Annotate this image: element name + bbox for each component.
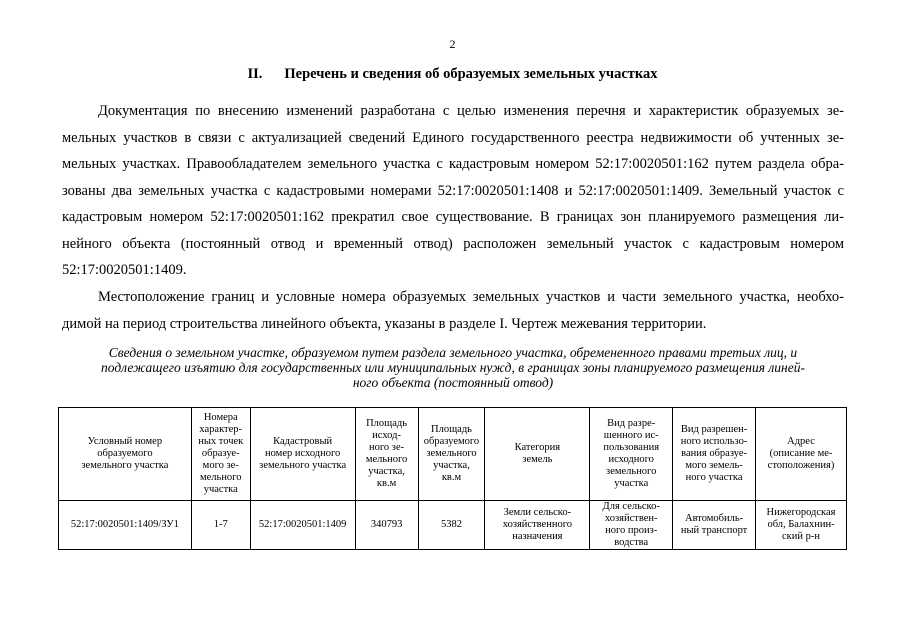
cell-line: ного использо- <box>680 436 748 447</box>
cell-line: стоположения) <box>767 460 835 471</box>
cell-line: Вид разрешен- <box>680 424 748 435</box>
cell-line: Для сельско- <box>602 501 660 512</box>
cell-line: хозяйственного <box>502 519 573 530</box>
paragraph-line: 52:17:0020501:1409. <box>62 262 187 278</box>
section-numeral: II. <box>247 66 263 82</box>
page-number: 2 <box>449 37 456 51</box>
land-plot-table <box>58 407 847 550</box>
cell-line: водства <box>614 537 649 548</box>
cell-line: Нижегородская <box>766 507 836 518</box>
paragraph-line: кадастровым номером 52:17:0020501:162 прекратил свое существование. В границах зон планируемого размещения ли- <box>62 209 844 225</box>
cell-line: 52:17:0020501:1409/ЗУ1 <box>70 519 179 530</box>
section-heading <box>0 66 905 83</box>
cell-line: вания образуе- <box>681 448 748 459</box>
cell-line: назначения <box>512 531 563 542</box>
paragraph-line: Документация по внесению изменений разработана с целью изменения перечня и характеристик образуемых зе- <box>98 103 844 119</box>
cell-line: Номера <box>203 412 238 423</box>
cell-line: ного произ- <box>605 525 658 536</box>
caption-line: Сведения о земельном участке, образуемом путем раздела земельного участка, обремененного правами третьих лиц, и <box>108 345 798 360</box>
header-source-area <box>355 408 418 501</box>
cell-source-permitted-use <box>590 501 673 550</box>
cell-line: исходного <box>608 454 654 465</box>
cell-source-cadastral-number <box>250 501 355 550</box>
header-characteristic-points <box>191 408 250 501</box>
cell-line: земель <box>522 454 553 465</box>
header-land-category <box>485 408 590 501</box>
paragraph-documentation-purpose <box>62 98 844 284</box>
caption-line: ного объекта (постоянный отвод) <box>352 375 554 390</box>
cell-line: мого зе- <box>202 460 239 471</box>
cell-line: 5382 <box>440 519 462 530</box>
header-formed-permitted-use <box>673 408 756 501</box>
cell-address <box>756 501 847 550</box>
cell-line: кв.м <box>376 478 397 489</box>
paragraph-line: зованы два земельных участка с кадастровыми номерами 52:17:0020501:1408 и 52:17:0020501:1409. Земельный участок с <box>62 182 844 199</box>
header-address <box>756 408 847 501</box>
cell-line: (описание ме- <box>769 448 833 459</box>
cell-line: участка, <box>433 460 470 471</box>
paragraph-line: Местоположение границ и условные номера образуемых земельных участков и части земельного участка, необхо- <box>98 289 844 305</box>
cell-line: Категория <box>514 442 561 453</box>
cell-line: мого земель- <box>685 460 743 471</box>
cell-line: образуемого <box>97 448 153 459</box>
paragraph-line: мельных участках. Правообладателем земельного участка с кадастровым номером 52:17:0020501:162 путем раздела обра- <box>62 156 844 172</box>
cell-line: 1-7 <box>213 519 228 530</box>
cell-line: обл, Балахнин- <box>767 519 835 530</box>
cell-line: ного участка <box>685 472 743 483</box>
paragraph-boundaries-location <box>62 284 844 337</box>
cell-line: характер- <box>199 424 243 435</box>
cell-line: мельного <box>365 454 408 465</box>
cell-line: 52:17:0020501:1409 <box>258 519 347 530</box>
cell-conditional-number <box>59 501 192 550</box>
cell-line: образуе- <box>201 448 240 459</box>
section-title: Перечень и сведения об образуемых земельных участках <box>284 66 658 82</box>
cell-characteristic-points <box>191 501 250 550</box>
table-row <box>59 501 847 550</box>
cell-line: шенного ис- <box>603 430 659 441</box>
cell-formed-permitted-use <box>673 501 756 550</box>
cell-line: Вид разре- <box>607 418 656 429</box>
cell-line: участка <box>203 484 238 495</box>
cell-line: участка, <box>368 466 405 477</box>
cell-line: Площадь <box>366 418 408 429</box>
header-source-cadastral-number <box>250 408 355 501</box>
paragraph-line: димой на период строительства линейного объекта, указаны в разделе I. Чертеж межевания территории. <box>62 315 707 332</box>
cell-line: Площадь <box>431 424 472 435</box>
cell-line: хозяйствен- <box>604 513 658 524</box>
cell-line: Адрес <box>787 436 815 447</box>
table-caption <box>62 345 844 390</box>
table-header-row <box>59 408 847 501</box>
cell-line: ский р-н <box>782 531 820 542</box>
paragraph-line: мельных участков в связи с актуализацией сведений Единого государственного реестра недвижимости об учтенных зе- <box>62 129 844 146</box>
cell-formed-area <box>418 501 485 550</box>
cell-line: номер исходного <box>265 448 341 459</box>
cell-land-category <box>485 501 590 550</box>
caption-line: подлежащего изъятию для государственных или муниципальных нужд, в границах зоны планируемого размещения линей- <box>101 360 805 375</box>
cell-line: Кадастровый <box>273 436 333 447</box>
cell-line: 340793 <box>370 519 403 530</box>
cell-line: Земли сельско- <box>503 507 572 518</box>
cell-line: ных точек <box>198 436 244 447</box>
paragraph-line: нейного объекта (постоянный отвод и временный отвод) расположен земельный участок с кадастровым номером <box>62 235 844 252</box>
cell-line: образуемого <box>423 436 480 447</box>
cell-line: пользования <box>603 442 660 453</box>
cell-line: земельного <box>606 466 657 477</box>
cell-line: земельного <box>426 448 477 459</box>
cell-line: ного зе- <box>369 442 405 453</box>
cell-line: мельного <box>199 472 242 483</box>
cell-line: Автомобиль- <box>684 513 744 524</box>
cell-line: земельного участка <box>81 460 169 471</box>
header-formed-area <box>418 408 485 501</box>
cell-line: Условный номер <box>87 436 163 447</box>
header-conditional-number <box>59 408 192 501</box>
cell-line: ный транспорт <box>680 525 748 536</box>
header-source-permitted-use <box>590 408 673 501</box>
cell-line: участка <box>614 478 649 489</box>
cell-line: земельного участка <box>259 460 347 471</box>
cell-source-area <box>355 501 418 550</box>
cell-line: исход- <box>372 430 401 441</box>
cell-line: кв.м <box>441 472 462 483</box>
